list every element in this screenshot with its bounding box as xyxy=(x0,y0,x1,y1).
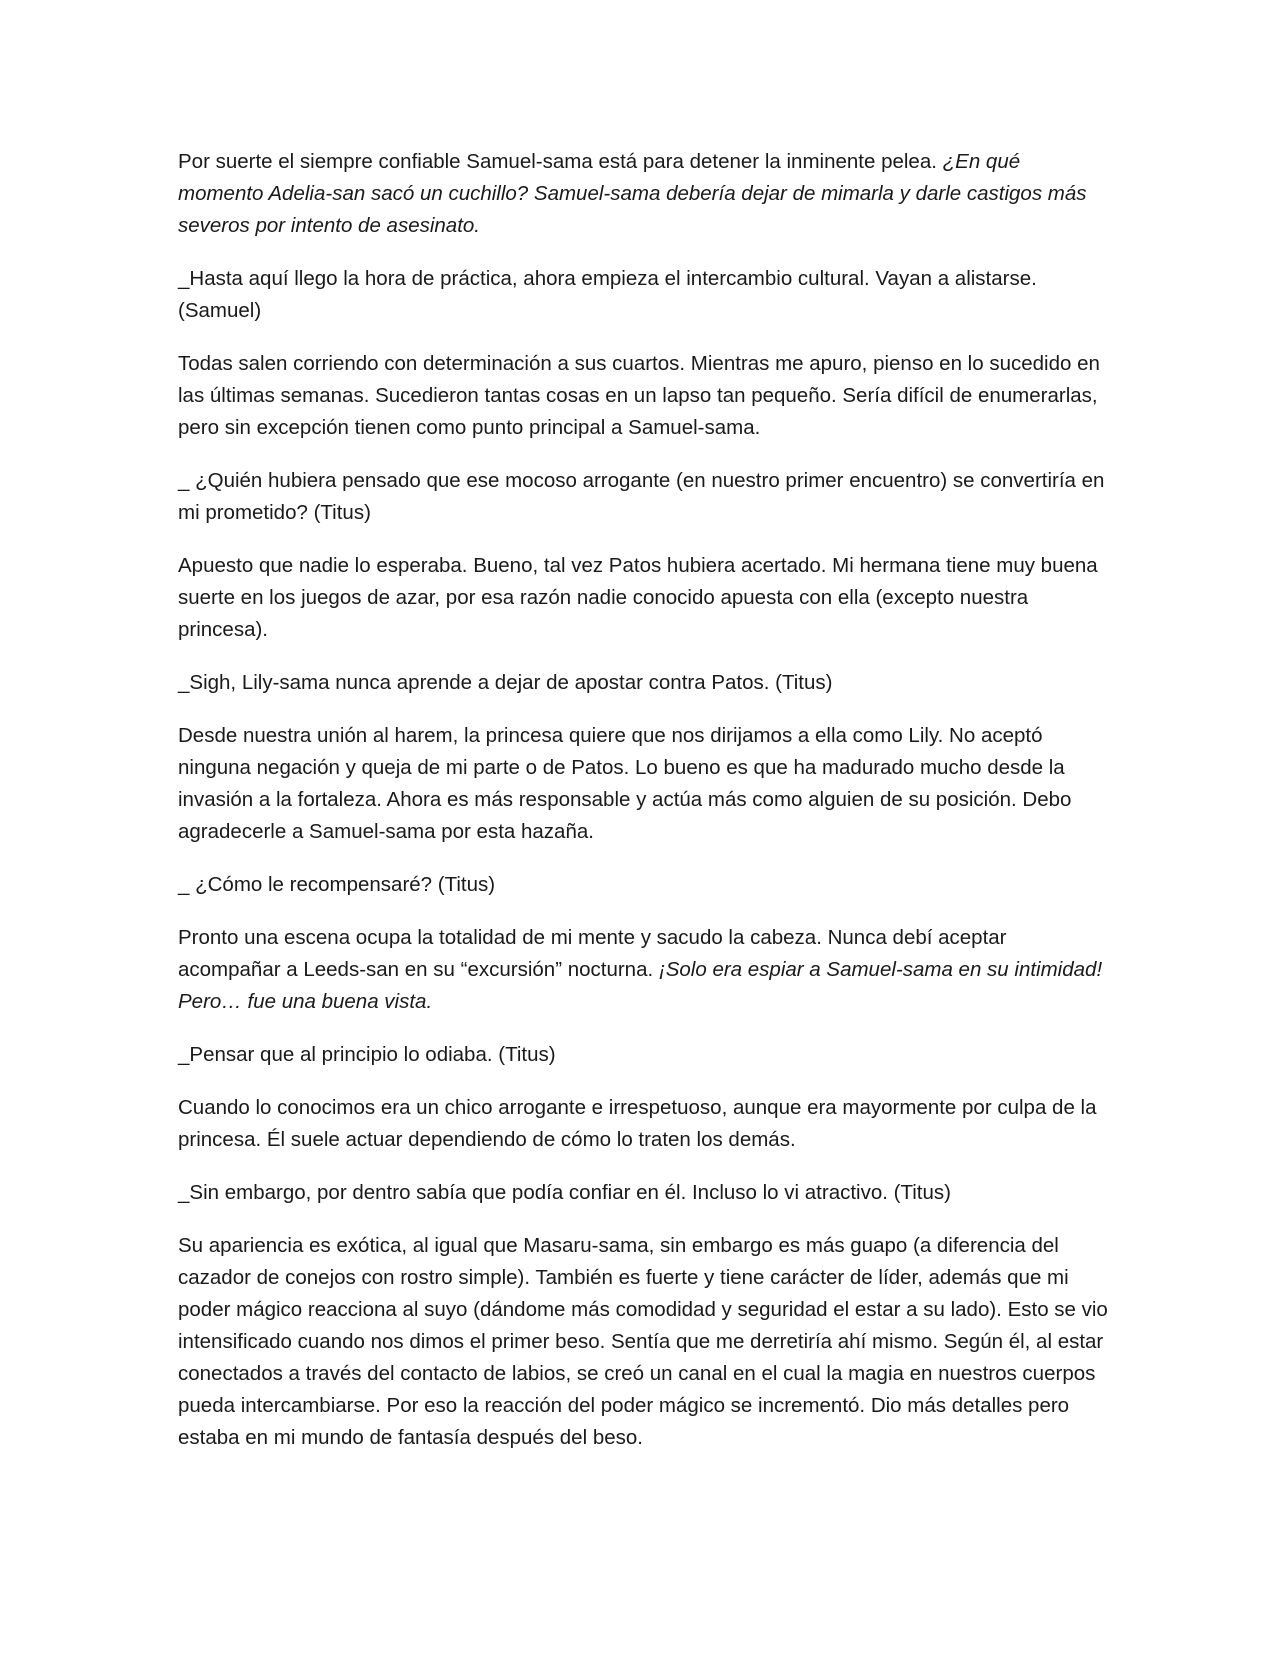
paragraph-8: _ ¿Cómo le recompensaré? (Titus) xyxy=(178,873,496,896)
paragraph-9-normal: Pronto una escena ocupa la totalidad de mi mente y sacudo la cabeza. Nunca debí aceptar acompañar a Leeds-san en su “excursión” nocturna. xyxy=(178,926,1007,981)
paragraph-1-normal: Por suerte el siempre confiable Samuel-sama está para detener la inminente pelea. xyxy=(178,150,943,173)
paragraph-11: Cuando lo conocimos era un chico arrogante e irrespetuoso, aunque era mayormente por culpa de la princesa. Él suele actuar dependiendo de cómo lo traten los demás. xyxy=(178,1096,1097,1151)
paragraph-9-italic: ¡Solo era espiar a Samuel-sama en su intimidad! Pero… fue una buena vista. xyxy=(178,958,1103,1013)
paragraph-7: Desde nuestra unión al harem, la princesa quiere que nos dirijamos a ella como Lily. No aceptó ninguna negación y queja de mi parte o de Patos. Lo bueno es que ha madurado mucho desde la invasión a la fortaleza. Ahora es más responsable y actúa más como alguien de su posición. Debo agradecerle a Samuel-sama por esta hazaña. xyxy=(178,724,1072,843)
paragraph-12: _Sin embargo, por dentro sabía que podía confiar en él. Incluso lo vi atractivo. (Titus) xyxy=(178,1181,951,1204)
paragraph-4: _ ¿Quién hubiera pensado que ese mocoso arrogante (en nuestro primer encuentro) se convertiría en mi prometido? (Titus) xyxy=(178,469,1105,524)
paragraph-6: _Sigh, Lily-sama nunca aprende a dejar de apostar contra Patos. (Titus) xyxy=(178,671,833,694)
paragraph-10: _Pensar que al principio lo odiaba. (Titus) xyxy=(178,1043,556,1066)
paragraph-3: Todas salen corriendo con determinación a sus cuartos. Mientras me apuro, pienso en lo sucedido en las últimas semanas. Sucedieron tantas cosas en un lapso tan pequeño. Sería difícil de enumerarlas, pero sin excepción tienen como punto principal a Samuel-sama. xyxy=(178,352,1100,439)
paragraph-5: Apuesto que nadie lo esperaba. Bueno, tal vez Patos hubiera acertado. Mi hermana tiene muy buena suerte en los juegos de azar, por esa razón nadie conocido apuesta con ella (excepto nuestra princesa). xyxy=(178,554,1098,641)
paragraph-13: Su apariencia es exótica, al igual que Masaru-sama, sin embargo es más guapo (a diferencia del cazador de conejos con rostro simple). También es fuerte y tiene carácter de líder, además que mi poder mágico reacciona al suyo (dándome más comodidad y seguridad el estar a su lado). Esto se vio intensificado cuando nos dimos el primer beso. Sentía que me derretiría ahí mismo. Según él, al estar conectados a través del contacto de labios, se creó un canal en el cual la magia en nuestros cuerpos pueda intercambiarse. Por eso la reacción del poder mágico se incrementó. Dio más detalles pero estaba en mi mundo de fantasía después del beso. xyxy=(178,1234,1108,1449)
paragraph-2: _Hasta aquí llego la hora de práctica, ahora empieza el intercambio cultural. Vayan a alistarse. (Samuel) xyxy=(178,267,1037,322)
paragraph-1-italic: ¿En qué momento Adelia-san sacó un cuchillo? Samuel-sama debería dejar de mimarla y darle castigos más severos por intento de asesinato. xyxy=(178,150,1087,237)
paragraph-1 xyxy=(178,146,1108,242)
document-page xyxy=(178,146,1108,1475)
paragraph-9 xyxy=(178,922,1108,1018)
